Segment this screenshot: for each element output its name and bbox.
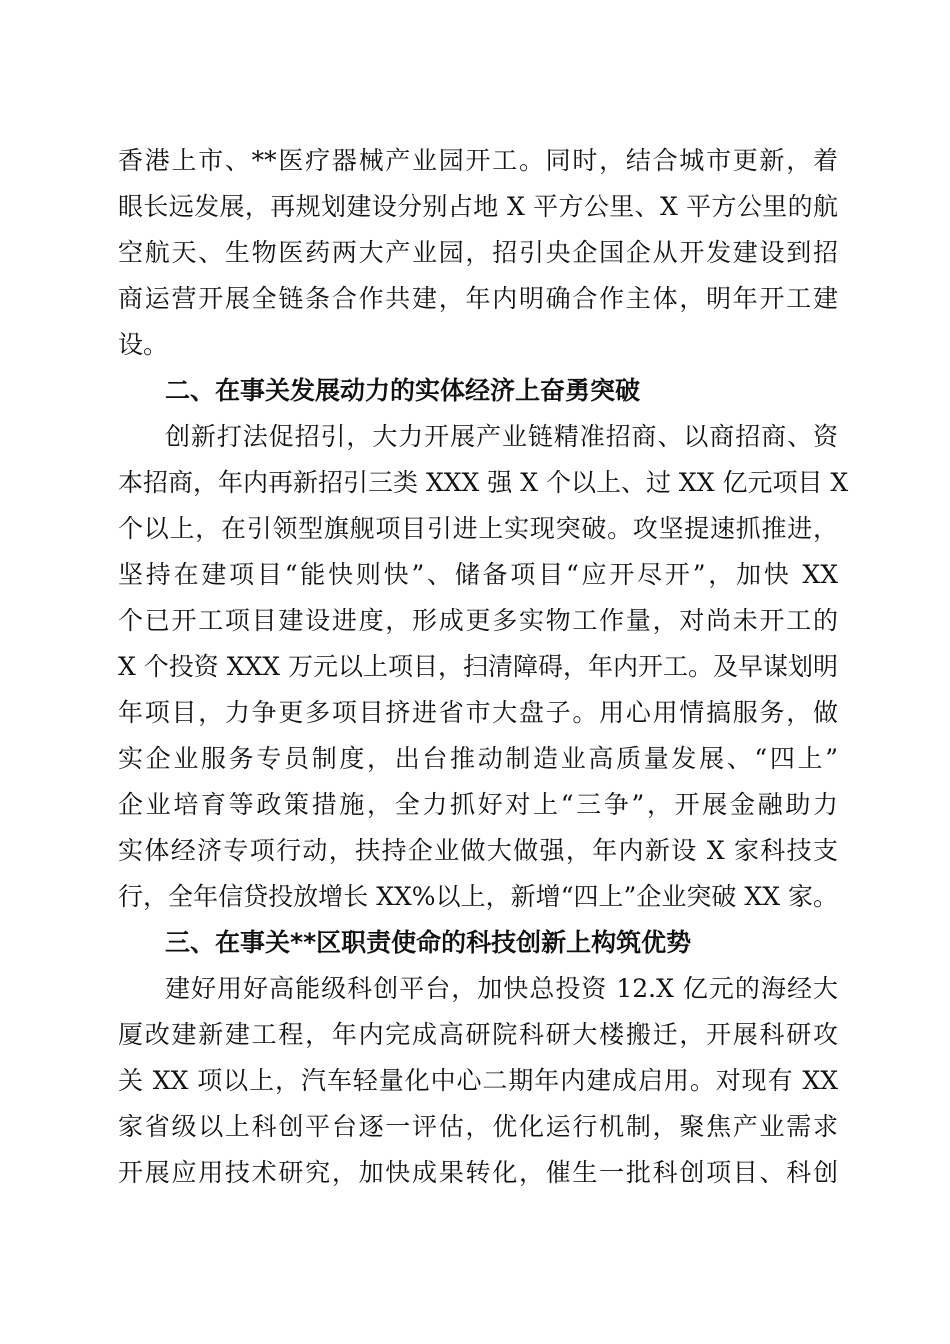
section-heading-3: 三、在事关**区职责使命的科技创新上构筑优势 [165, 928, 692, 957]
paragraph-line: 空航天、生物医药两大产业园，招引央企国企从开发建设到招 [118, 238, 838, 267]
paragraph-line: 个已开工项目建设进度，形成更多实物工作量，对尚未开工的 [118, 606, 838, 635]
paragraph-line: 年项目，力争更多项目挤进省市大盘子。用心用情搞服务，做 [118, 698, 838, 727]
paragraph-line: 设。 [118, 330, 169, 359]
paragraph-line: 坚持在建项目“能快则快”、储备项目“应开尽开”，加快 XX [118, 560, 838, 589]
paragraph-line: 关 XX 项以上，汽车轻量化中心二期年内建成启用。对现有 XX [118, 1066, 838, 1095]
section-heading-2: 二、在事关发展动力的实体经济上奋勇突破 [165, 376, 641, 405]
paragraph-line: 建好用好高能级科创平台，加快总投资 12.X 亿元的海经大 [165, 974, 838, 1003]
paragraph-line: 企业培育等政策措施，全力抓好对上“三争”，开展金融助力 [118, 790, 838, 819]
paragraph-line: 行，全年信贷投放增长 XX%以上，新增“四上”企业突破 XX 家。 [118, 882, 838, 911]
paragraph-line: 个以上，在引领型旗舰项目引进上实现突破。攻坚提速抓推进， [118, 514, 838, 543]
paragraph-line: 实企业服务专员制度，出台推动制造业高质量发展、“四上” [118, 744, 838, 773]
paragraph-line: 本招商，年内再新招引三类 XXX 强 X 个以上、过 XX 亿元项目 X [118, 468, 849, 497]
paragraph-line: 商运营开展全链条合作共建，年内明确合作主体，明年开工建 [118, 284, 838, 313]
paragraph-line: 实体经济专项行动，扶持企业做大做强，年内新设 X 家科技支 [118, 836, 838, 865]
paragraph-line: 家省级以上科创平台逐一评估，优化运行机制，聚焦产业需求 [118, 1112, 838, 1141]
paragraph-line: 厦改建新建工程，年内完成高研院科研大楼搬迁，开展科研攻 [118, 1020, 838, 1049]
paragraph-line: 创新打法促招引，大力开展产业链精准招商、以商招商、资 [165, 422, 838, 451]
paragraph-line: 香港上市、**医疗器械产业园开工。同时，结合城市更新，着 [118, 146, 838, 175]
paragraph-line: 开展应用技术研究，加快成果转化，催生一批科创项目、科创 [118, 1158, 838, 1187]
paragraph-line: X 个投资 XXX 万元以上项目，扫清障碍，年内开工。及早谋划明 [118, 652, 839, 681]
paragraph-line: 眼长远发展，再规划建设分别占地 X 平方公里、X 平方公里的航 [118, 192, 838, 221]
